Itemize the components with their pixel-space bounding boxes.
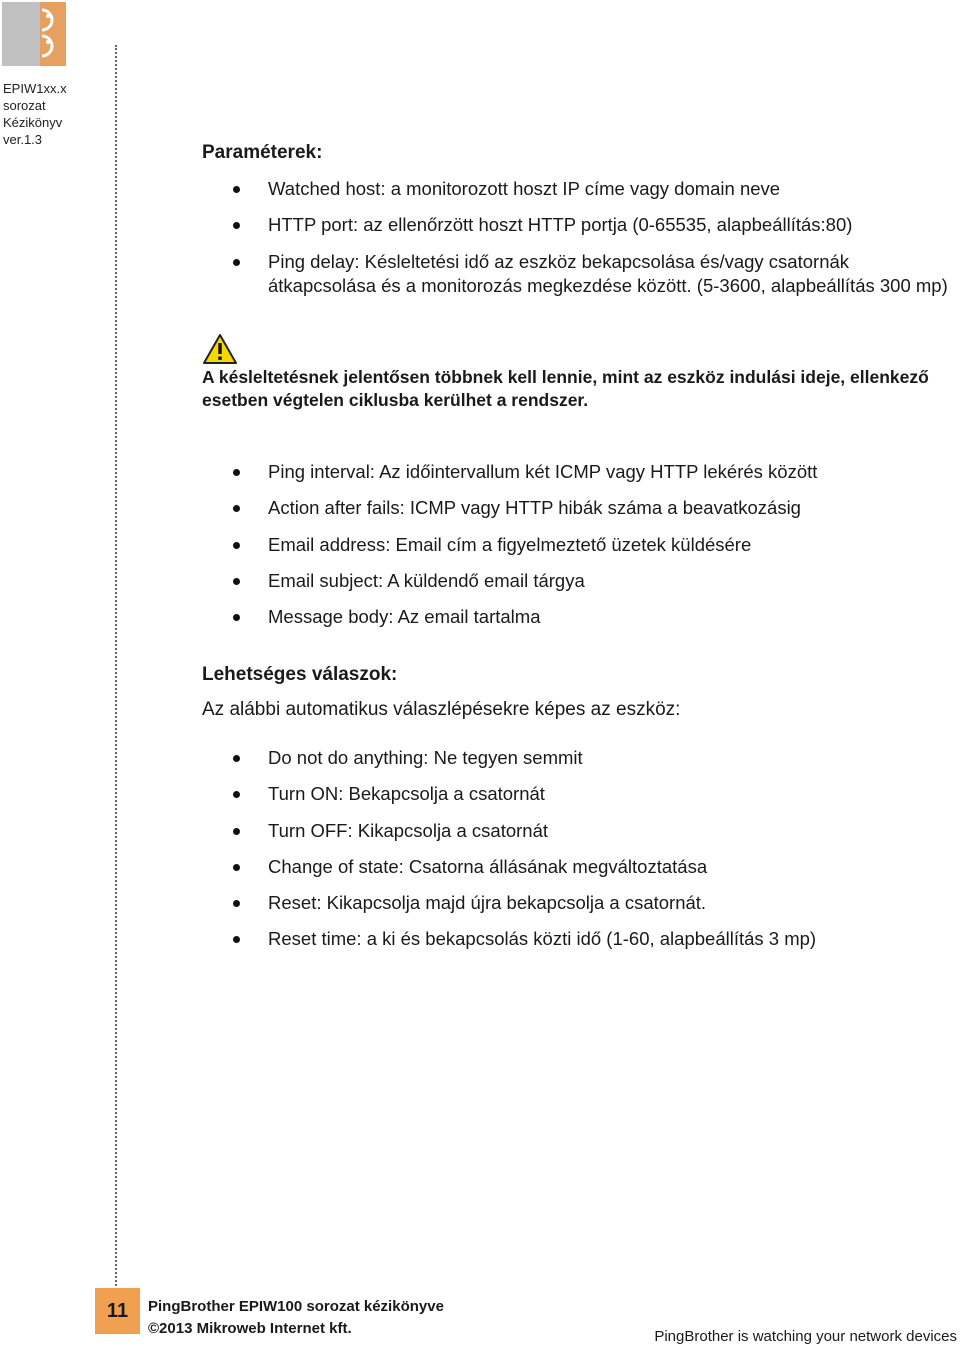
- params-list: [202, 177, 957, 310]
- responses-heading: Lehetséges válaszok:: [202, 664, 398, 685]
- bullet-icon: [233, 469, 240, 476]
- bullet-icon: [233, 542, 240, 549]
- list-item-text: Ping delay: Késleltetési idő az eszköz bekapcsolása és/vagy csatornák átkapcsolása és a monitorozás megkezdése között. (5-3600, alapbeállítás 300 mp): [268, 250, 948, 296]
- sidebar-model: EPIW1xx.x: [3, 81, 67, 96]
- bullet-icon: [233, 828, 240, 835]
- list-item: [202, 782, 957, 806]
- page-number: 11: [95, 1288, 140, 1334]
- list-item: [202, 605, 957, 629]
- list-item: [202, 746, 957, 770]
- list-item: [202, 213, 957, 237]
- footer-title: PingBrother EPIW100 sorozat kézikönyve: [148, 1298, 444, 1315]
- footer-copyright: ©2013 Mikroweb Internet kft.: [148, 1320, 352, 1337]
- list-item-text: Watched host: a monitorozott hoszt IP címe vagy domain neve: [268, 178, 781, 199]
- list-item-text: Action after fails: ICMP vagy HTTP hibák száma a beavatkozásig: [268, 497, 801, 519]
- list-item-text: Ping interval: Az időintervallum két ICMP vagy HTTP lekérés között: [268, 461, 818, 482]
- list-item-text: Email subject: A küldendő email tárgya: [268, 569, 585, 591]
- bullet-icon: [233, 259, 240, 266]
- warning-icon: [202, 333, 238, 365]
- sidebar-meta: [3, 80, 67, 148]
- pingbrother-logo: [2, 2, 66, 66]
- footer-tagline: PingBrother is watching your network devices: [654, 1328, 957, 1345]
- sidebar-series: sorozat: [3, 98, 46, 113]
- list-item-text: Reset time: a ki és bekapcsolás közti idő (1-60, alapbeállítás 3 mp): [268, 928, 817, 950]
- bullet-icon: [233, 222, 240, 229]
- bullet-icon: [233, 614, 240, 621]
- sidebar-version: ver.1.3: [3, 132, 43, 147]
- list-item: [202, 177, 957, 201]
- margin-divider: [115, 45, 117, 1290]
- list-item: [202, 250, 957, 298]
- bullet-icon: [233, 791, 240, 798]
- list-item-text: Do not do anything: Ne tegyen semmit: [268, 747, 583, 768]
- list-item: [202, 569, 957, 593]
- responses-list: [202, 746, 957, 964]
- list-item-text: Reset: Kikapcsolja majd újra bekapcsolja a csatornát.: [268, 892, 707, 914]
- responses-intro: Az alábbi automatikus válaszlépésekre képes az eszköz:: [202, 699, 681, 720]
- bullet-icon: [233, 186, 240, 193]
- bullet-icon: [233, 505, 240, 512]
- list-item-text: HTTP port: az ellenőrzött hoszt HTTP portja (0-65535, alapbeállítás:80): [268, 214, 853, 236]
- bullet-icon: [233, 578, 240, 585]
- list-item: [202, 819, 957, 843]
- params-heading: Paraméterek:: [202, 142, 323, 163]
- params2-list: [202, 460, 957, 641]
- list-item: [202, 855, 957, 879]
- list-item-text: Turn ON: Bekapcsolja a csatornát: [268, 783, 545, 805]
- list-item: [202, 496, 957, 520]
- bullet-icon: [233, 936, 240, 943]
- list-item: [202, 927, 957, 951]
- list-item-text: Turn OFF: Kikapcsolja a csatornát: [268, 819, 549, 841]
- bullet-icon: [233, 864, 240, 871]
- bullet-icon: [233, 900, 240, 907]
- list-item-text: Change of state: Csatorna állásának megváltoztatása: [268, 855, 708, 877]
- sidebar-doc-type: Kézikönyv: [3, 115, 63, 130]
- list-item-text: Message body: Az email tartalma: [268, 606, 541, 628]
- list-item: [202, 460, 957, 484]
- warning-text: A késleltetésnek jelentősen többnek kell lennie, mint az eszköz indulási ideje, ellenkező esetben végtelen ciklusba kerülhet a rendszer.: [202, 367, 929, 410]
- list-item: [202, 533, 957, 557]
- bullet-icon: [233, 755, 240, 762]
- list-item: [202, 891, 957, 915]
- list-item-text: Email address: Email cím a figyelmeztető üzetek küldésére: [268, 533, 752, 555]
